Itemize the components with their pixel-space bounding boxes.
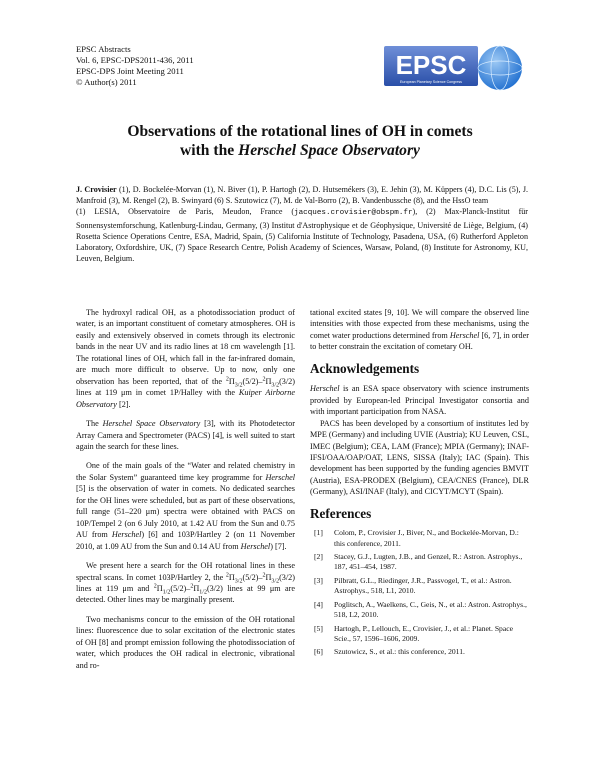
reference-number: [4] (314, 599, 323, 609)
text-span: [5] is the observation of water in comets. No dedicated searches for the OH lines were scheduled, but as part of these observations, full range (51–220 μm) spectra were obtained with PACS on 10P/Tempel 2 (on 6 July 2010, at 1.42 AU from the Sun and 0.75 AU from (76, 484, 295, 540)
reference-list (310, 528, 529, 657)
reference-number: [6] (314, 647, 323, 657)
paragraph-search (76, 560, 295, 606)
text-span: The hydroxyl radical OH, as a photodissociation product of water, is an important constituent of cometary atmospheres. OH is easily and extensively observed in comets through its electronic bands in the near UV and its radio lines at 18 cm wavelength [1]. The rotational lines of OH, which fall in the far-infrared domain, are much more difficult to observe. Up to now, only one observation has been reported, that of the (76, 308, 295, 386)
text-span: Π (228, 376, 235, 386)
text-span: [6, 7], in order to better constrain the excitation of cometary OH. (310, 330, 529, 352)
title-line-1: Observations of the rotational lines of OH in comets (127, 123, 473, 140)
affiliations-start: (1) LESIA, Observatoire de Paris, Meudon, France ( (76, 207, 295, 217)
paragraph-herschel (76, 418, 295, 452)
reference-text: Pilbratt, G.L., Riedinger, J.R., Passvogel, T., et al.: Astron. Astrophys., 518, L1, 2010. (334, 575, 512, 596)
reference-number: [1] (314, 528, 323, 538)
text-span: ) [6] and 103P/Hartley 2 (on 11 November 2010, at 1.09 AU from the Sun and 0.14 AU from (76, 530, 296, 551)
paragraph-ack-pacs: PACS has been developed by a consortium of institutes led by MPE (Germany) and including UVIE (Austria); KU Leuven, CSL, IMEC (Belgium); CEA, LAM (France); MPIA (Germany); INAF-IFSI/OAA/OAP/OAT, LENS, SISSA (Italy); IAC (Spain). This development has been supported by the funding agencies BMVIT (Austria), ESA-PRODEX (Belgium), CEA/CNES (France), DLR (Germany), ASI/INAF (Italy), and CICYT/MCYT (Spain). (310, 418, 529, 497)
title-line-2-prefix: with the (180, 142, 239, 159)
authors-block (76, 184, 528, 264)
superscript: 2 (262, 571, 266, 578)
text-span: [2]. (116, 399, 131, 409)
paper-title (60, 122, 540, 160)
text-span: (3/2) lines at 119 μm and (76, 572, 295, 593)
text-span: (5/2)– (242, 572, 263, 582)
text-span: ) [7]. (270, 541, 287, 551)
subscript: 1/2 (162, 589, 171, 596)
contact-email[interactable]: jacques.crovisier@obspm.fr (294, 209, 413, 218)
epsc-logo (384, 42, 524, 92)
text-span: [3], with its Photodetector Array Camera and Spectrometer (PACS) [4], is well suited to start again the search for these lines. (76, 419, 295, 451)
text-span: is an ESA space observatory with science instruments provided by European-led Principal Investigator consortia and with important participation from NASA. (310, 384, 529, 417)
superscript: 2 (190, 583, 194, 590)
superscript: 2 (225, 571, 229, 578)
paragraph-ack-herschel (310, 383, 529, 417)
italic-text: Herschel (265, 472, 295, 482)
reference-item (310, 624, 529, 645)
epsc-logo-graphic (384, 42, 524, 92)
acknowledgements-heading: Acknowledgements (310, 360, 420, 376)
text-span: One of the main goals of the “Water and related chemistry in the Solar System” guaranteed time key programme for (76, 461, 295, 482)
title-line-2 (60, 141, 540, 160)
italic-text: Herschel (240, 541, 271, 551)
subscript: 3/2 (234, 578, 243, 585)
subscript: 3/2 (271, 578, 280, 585)
text-span: Π (156, 583, 163, 593)
logo-subtitle: European Planetary Science Congress (400, 80, 462, 84)
header-line-journal: EPSC Abstracts (76, 44, 131, 54)
reference-text: Stacey, G.J., Lugten, J.B., and Genzel, R.: Astron. Astrophys., 187, 451–454, 1987. (334, 552, 523, 572)
reference-text: Poglitsch, A., Waelkens, C., Geis, N., et al.: Astron. Astrophys., 518, L2, 2010. (334, 599, 527, 620)
italic-text: Herschel Space Observatory (102, 419, 201, 429)
header-line-volume: Vol. 6, EPSC-DPS2011-436, 2011 (76, 55, 194, 65)
subscript: 1/2 (199, 589, 207, 596)
reference-item (310, 600, 529, 621)
text-span: tational excited states [9, 10]. We will compare the observed line intensities with those expected from these mechanisms, using the comet water productions determined from (310, 308, 529, 340)
text-span: Π (193, 583, 200, 593)
reference-text: Szutowicz, S., et al.: this conference, 2011. (334, 647, 465, 657)
reference-item (310, 647, 529, 657)
italic-text: Herschel (310, 384, 340, 394)
lead-author: J. Crovisier (76, 185, 117, 194)
reference-text: Colom, P., Crovisier J., Biver, N., and Bockelée-Morvan, D.: this conference, 2011. (334, 528, 519, 548)
reference-item (310, 552, 529, 573)
paragraph-goals (76, 460, 295, 552)
reference-number: [2] (314, 552, 323, 562)
superscript: 2 (262, 375, 266, 382)
references-heading: References (310, 505, 372, 521)
text-span: (3/2) lines at 99 μm are detected. Other lines may be marginally present. (76, 583, 295, 605)
text-span: We present here a search for the OH rotational lines in these spectral scans. In comet 103P/Hartley 2, the (76, 561, 295, 582)
reference-item (310, 528, 529, 549)
paragraph-intro (76, 307, 295, 410)
header-line-meeting: EPSC-DPS Joint Meeting 2011 (76, 66, 184, 76)
reference-number: [5] (314, 623, 323, 633)
affiliations-rest: ), (2) Max-Planck-Institut für Sonnensystemforschung, Katlenburg-Lindau, Germany, (3) Institut d'Astrophysique et de Géophysique, Université de Liège, Belgium, (4) Rosetta Science Operations Centre, ESA, Madrid, Spain, (5) California Institute of Technology, Pasadena, USA, (6) Rutherford Appleton Laboratory, Oxfordshire, UK, (7) Space Research Centre, Polish Academy of Sciences, Warsaw, Poland, (8) Institute for Astronomy, KU, Leuven, Belgium. (76, 207, 529, 264)
left-column (76, 307, 295, 671)
logo-text: EPSC (395, 50, 467, 80)
text-span: Π (228, 572, 235, 582)
reference-number: [3] (314, 575, 323, 585)
subscript: 3/2 (271, 382, 280, 389)
text-span: Π (265, 376, 272, 386)
text-span: The (86, 419, 103, 429)
text-span: Π (265, 572, 272, 582)
subscript: 3/2 (234, 382, 243, 389)
header-line-copyright: © Author(s) 2011 (76, 77, 137, 87)
paragraph-continued (310, 307, 529, 353)
reference-item (310, 576, 529, 597)
text-span: (3/2) lines at 119 μm in comet 1P/Halley with the (76, 376, 295, 398)
italic-text: Herschel (111, 530, 142, 540)
reference-text: Hartogh, P., Lellouch, E., Crovisier, J., et al.: Planet. Space Scie., 57, 1596–1606, 2009. (334, 623, 513, 643)
superscript: 2 (153, 583, 157, 590)
italic-text: Herschel (449, 330, 480, 340)
paragraph-mechanisms: Two mechanisms concur to the emission of the OH rotational lines: fluorescence due to solar excitation of the electronic states of OH [8] and prompt emission following the photodissociation of water, which produces the OH radical in electronic, vibrational and ro- (76, 614, 295, 670)
text-span: (5/2)– (242, 376, 263, 386)
journal-header (76, 44, 194, 88)
title-observatory-name: Herschel Space Observatory (238, 142, 420, 159)
italic-text: Kuiper Airborne Observatory (76, 388, 295, 409)
text-span: (5/2)– (170, 583, 191, 593)
right-column (310, 307, 529, 661)
author-list: (1), D. Bockelée-Morvan (1), N. Biver (1), P. Hartogh (2), D. Hutsemékers (3), E. Jehin (3), M. Küppers (4), D.C. Lis (5), J. Manfroid (3), M. Rengel (2), B. Swinyard (6) S. Szutowicz (7), M. de Val-Borro (2), B. Vandenbussche (8), and the HssO team (76, 185, 528, 206)
superscript: 2 (225, 375, 229, 382)
